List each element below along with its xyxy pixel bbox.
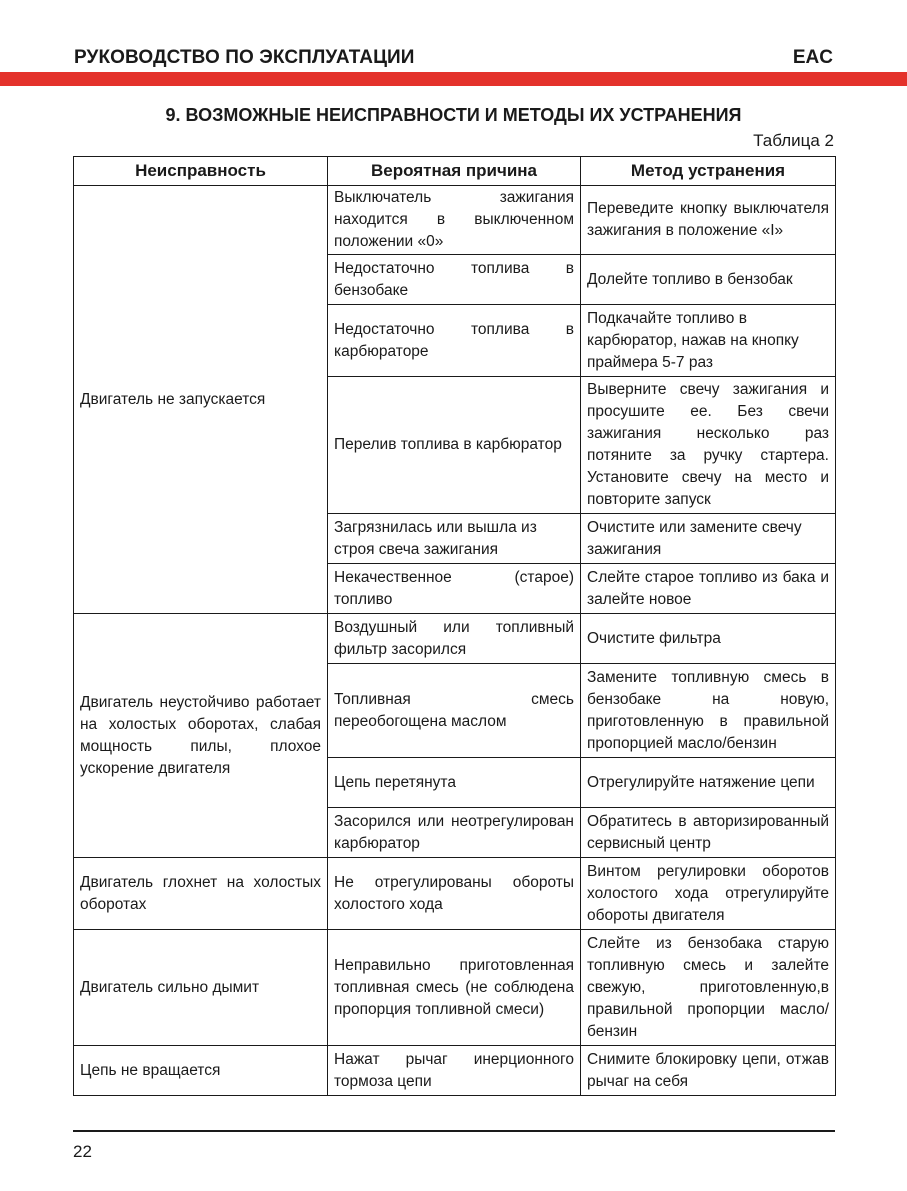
remedy-cell: Переведите кнопку выключателя зажигания в положение «I» xyxy=(581,186,836,255)
cause-cell: Недостаточно топлива в карбюраторе xyxy=(328,305,581,377)
page-number: 22 xyxy=(73,1142,92,1161)
cause-cell: Цепь перетянута xyxy=(328,758,581,808)
header-accent-band xyxy=(0,72,907,86)
fault-cell: Двигатель не запускается xyxy=(74,186,328,614)
table-caption: Таблица 2 xyxy=(753,131,834,150)
remedy-cell: Винтом регулировки оборотов холостого хода отрегулируйте обороты двигателя xyxy=(581,858,836,930)
cause-cell: Не отрегулированы обороты холостого хода xyxy=(328,858,581,930)
table-row xyxy=(74,858,836,930)
table-header-row xyxy=(74,157,836,186)
cause-cell: Выключатель зажигания находится в выключенном положении «0» xyxy=(328,186,581,255)
remedy-cell: Выверните свечу зажигания и просушите ее. Без свечи зажигания несколько раз потяните за ручку стартера. Установите свечу на место и повторите запуск xyxy=(581,377,836,514)
cause-cell: Засорился или неотрегулирован карбюратор xyxy=(328,808,581,858)
cause-cell: Неправильно приготовленная топливная смесь (не соблюдена пропорция топливной смеси) xyxy=(328,930,581,1046)
cause-cell: Загрязнилась или вышла из строя свеча зажигания xyxy=(328,514,581,564)
fault-cell: Двигатель неустойчиво работает на холостых оборотах, слабая мощность пилы, плохое ускорение двигателя xyxy=(74,614,328,858)
cause-cell: Воздушный или топливный фильтр засорился xyxy=(328,614,581,664)
remedy-cell: Отрегулируйте натяжение цепи xyxy=(581,758,836,808)
table-row xyxy=(74,186,836,255)
document-header-title: РУКОВОДСТВО ПО ЭКСПЛУАТАЦИИ xyxy=(74,47,415,68)
table-row xyxy=(74,614,836,664)
remedy-cell: Слейте из бензобака старую топливную смесь и залейте свежую, приготовленную,в правильной пропорции масло/бензин xyxy=(581,930,836,1046)
table-row xyxy=(74,930,836,1046)
footer-rule xyxy=(73,1130,835,1132)
cause-cell: Топливная смесь переобогощена маслом xyxy=(328,664,581,758)
cause-cell: Перелив топлива в карбюратор xyxy=(328,377,581,514)
remedy-cell: Слейте старое топливо из бака и залейте новое xyxy=(581,564,836,614)
remedy-cell: Обратитесь в авторизированный сервисный центр xyxy=(581,808,836,858)
remedy-cell: Замените топливную смесь в бензобаке на новую, приготовленную в правильной пропорцией масло/бензин xyxy=(581,664,836,758)
troubleshooting-table xyxy=(73,156,836,1096)
column-header-cause: Вероятная причина xyxy=(328,157,581,186)
cause-cell: Нажат рычаг инерционного тормоза цепи xyxy=(328,1046,581,1096)
fault-cell: Двигатель глохнет на холостых оборотах xyxy=(74,858,328,930)
column-header-fault: Неисправность xyxy=(74,157,328,186)
eac-mark: EAC xyxy=(792,47,833,68)
remedy-cell: Очистите фильтра xyxy=(581,614,836,664)
remedy-cell: Очистите или замените свечу зажигания xyxy=(581,514,836,564)
table-row xyxy=(74,1046,836,1096)
section-title: 9. ВОЗМОЖНЫЕ НЕИСПРАВНОСТИ И МЕТОДЫ ИХ УСТРАНЕНИЯ xyxy=(165,105,742,125)
remedy-cell: Долейте топливо в бензобак xyxy=(581,255,836,305)
remedy-cell: Снимите блокировку цепи, отжав рычаг на себя xyxy=(581,1046,836,1096)
cause-cell: Недостаточно топлива в бензобаке xyxy=(328,255,581,305)
fault-cell: Двигатель сильно дымит xyxy=(74,930,328,1046)
cause-cell: Некачественное (старое) топливо xyxy=(328,564,581,614)
remedy-cell: Подкачайте топливо в карбюратор, нажав на кнопку праймера 5-7 раз xyxy=(581,305,836,377)
fault-cell: Цепь не вращается xyxy=(74,1046,328,1096)
column-header-remedy: Метод устранения xyxy=(581,157,836,186)
